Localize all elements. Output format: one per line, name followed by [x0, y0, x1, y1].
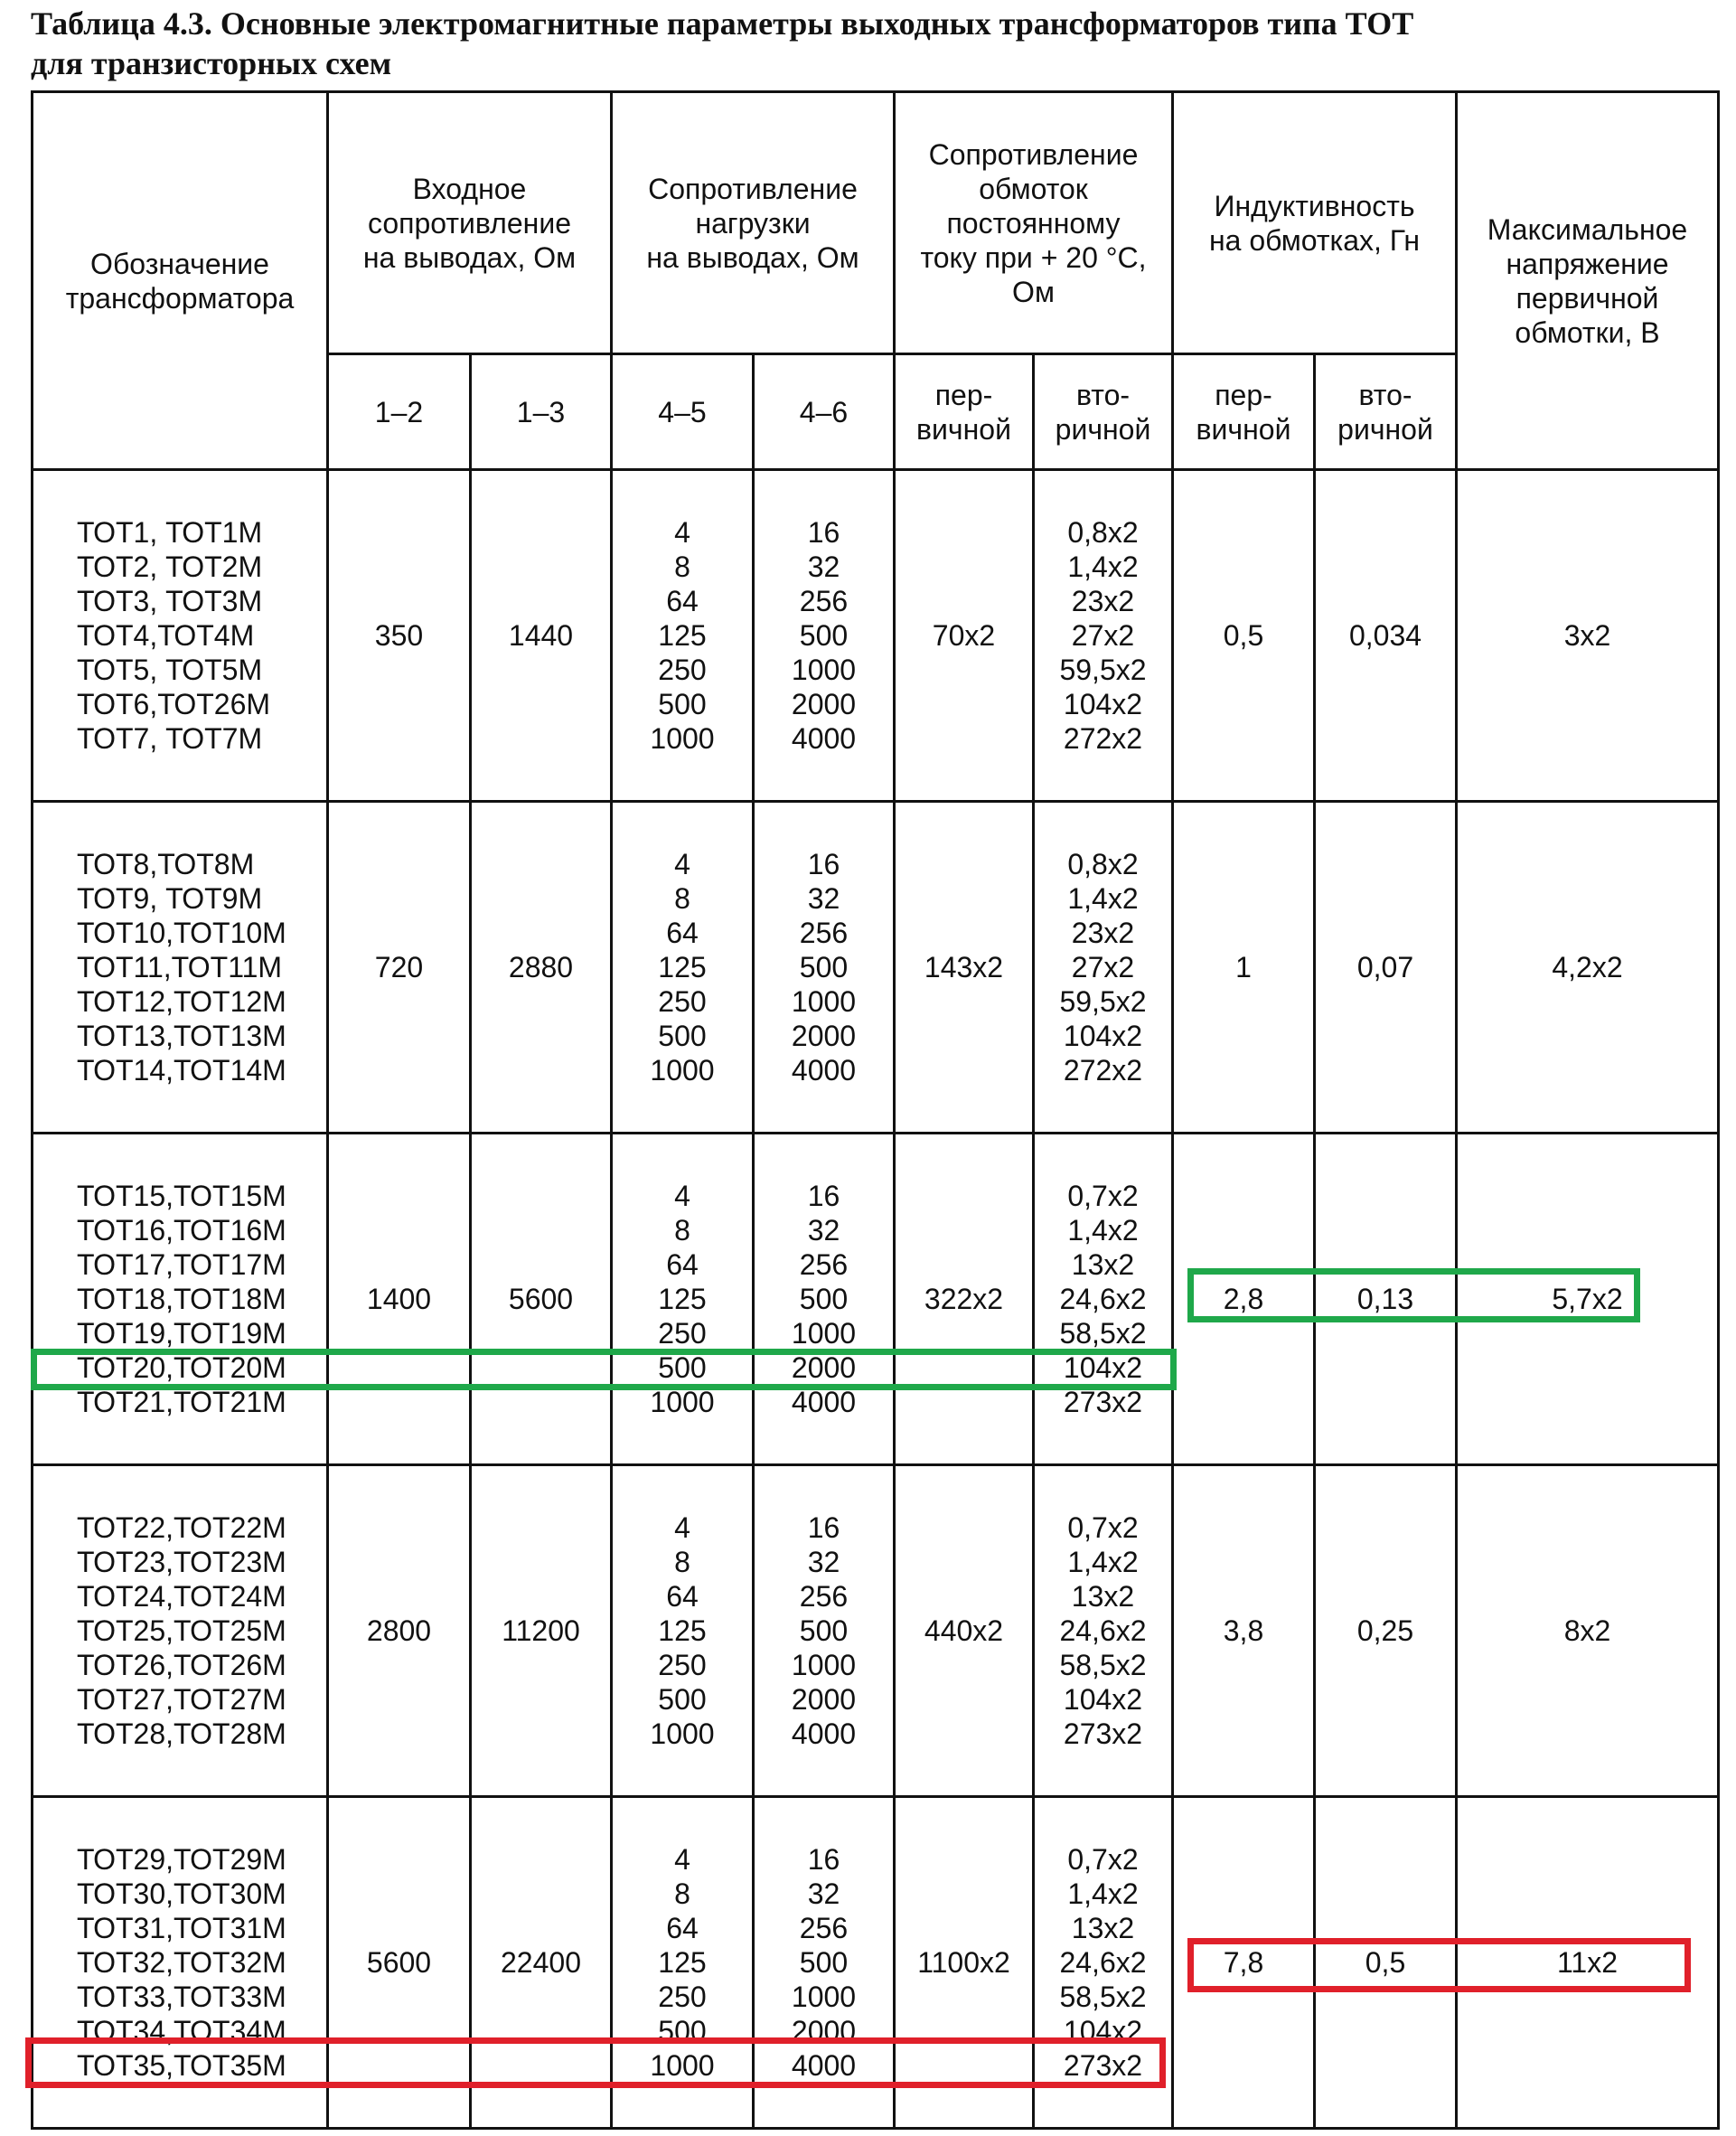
cell-dc-secondary-line: 13x2 [1071, 1580, 1135, 1613]
cell-load-4-5-line: 250 [658, 1649, 707, 1681]
cell-designations-line: ТОТ3, ТОТ3М [77, 585, 263, 617]
cell-input-1-3: 5600 [471, 1134, 612, 1465]
cell-load-4-6-line: 500 [799, 1946, 849, 1979]
cell-dc-secondary-line: 0,7x2 [1067, 1843, 1139, 1876]
cell-designations-line: ТОТ9, ТОТ9М [77, 882, 263, 915]
cell-load-4-6-line: 2000 [791, 1683, 857, 1716]
cell-load-4-6-line: 16 [807, 1511, 840, 1544]
cell-designations-line: ТОТ7, ТОТ7М [77, 722, 263, 755]
cell-dc-secondary [1034, 470, 1173, 802]
cell-load-4-6-line: 16 [807, 1180, 840, 1212]
cell-dc-secondary-line: 104x2 [1063, 1351, 1143, 1384]
cell-load-4-6-line: 16 [807, 516, 840, 549]
cell-dc-secondary-line: 58,5x2 [1059, 1649, 1147, 1681]
cell-dc-secondary-line: 1,4x2 [1067, 550, 1139, 583]
cell-load-4-5-line: 8 [674, 1214, 690, 1247]
cell-load-4-5-line: 250 [658, 985, 707, 1018]
cell-designations-line: ТОТ29,ТОТ29М [77, 1843, 286, 1876]
cell-load-4-6-line: 1000 [791, 1981, 857, 2013]
cell-designations-line: ТОТ22,ТОТ22М [77, 1511, 286, 1544]
cell-dc-secondary-line: 27x2 [1071, 619, 1135, 652]
table-row [33, 470, 1719, 802]
parameters-table [31, 90, 1720, 2130]
cell-load-4-5 [612, 802, 754, 1134]
cell-load-4-6-line: 32 [807, 882, 840, 915]
cell-load-4-6-line: 1000 [791, 654, 857, 686]
cell-load-4-6-line: 32 [807, 1877, 840, 1910]
cell-load-4-5-line: 500 [658, 1020, 707, 1052]
cell-designations-line: ТОТ25,ТОТ25М [77, 1614, 286, 1647]
cell-dc-secondary-line: 104x2 [1063, 688, 1143, 720]
title-line-1: Таблица 4.3. Основные электромагнитные параметры выходных трансформаторов типа ТОТ [31, 5, 1414, 42]
cell-load-4-5-line: 8 [674, 882, 690, 915]
cell-dc-secondary-line: 58,5x2 [1059, 1317, 1147, 1350]
cell-load-4-5-line: 1000 [650, 722, 715, 755]
cell-dc-secondary-line: 272x2 [1063, 1054, 1143, 1087]
cell-dc-secondary-line: 104x2 [1063, 1683, 1143, 1716]
cell-designations [33, 1797, 328, 2129]
subheader-dc-primary: пер- вичной [895, 354, 1034, 470]
subheader-dc-secondary: вто- ричной [1034, 354, 1173, 470]
cell-designations-line: ТОТ4,ТОТ4М [77, 619, 255, 652]
cell-ind-secondary: 0,5 [1315, 1797, 1457, 2129]
cell-designations-line: ТОТ27,ТОТ27М [77, 1683, 286, 1716]
cell-load-4-5-line: 125 [658, 619, 707, 652]
cell-dc-secondary-line: 13x2 [1071, 1912, 1135, 1944]
cell-load-4-5-line: 1000 [650, 1717, 715, 1750]
cell-load-4-5-line: 1000 [650, 1386, 715, 1418]
cell-load-4-6 [754, 1797, 895, 2129]
cell-designations-line: ТОТ8,ТОТ8М [77, 848, 255, 880]
cell-designations-line: ТОТ11,ТОТ11М [77, 951, 283, 983]
cell-load-4-6-line: 1000 [791, 985, 857, 1018]
cell-input-1-2: 2800 [328, 1465, 471, 1797]
cell-load-4-6-line: 32 [807, 1546, 840, 1578]
cell-designations-line: ТОТ10,ТОТ10М [77, 917, 286, 949]
cell-designations-line: ТОТ34,ТОТ34М [77, 2015, 286, 2047]
cell-dc-secondary [1034, 1134, 1173, 1465]
cell-load-4-5-line: 8 [674, 550, 690, 583]
cell-load-4-5-line: 8 [674, 1546, 690, 1578]
header-load-resistance: Сопротивление нагрузки на выводах, Ом [612, 92, 895, 354]
cell-dc-primary: 70x2 [895, 470, 1034, 802]
cell-load-4-6-line: 256 [799, 917, 849, 949]
cell-dc-secondary-line: 273x2 [1063, 1386, 1143, 1418]
subheader-1-2: 1–2 [328, 354, 471, 470]
cell-load-4-5-line: 4 [674, 1180, 690, 1212]
cell-load-4-6-line: 256 [799, 1580, 849, 1613]
cell-designations-line: ТОТ1, ТОТ1М [77, 516, 263, 549]
cell-load-4-6-line: 2000 [791, 1351, 857, 1384]
cell-ind-primary: 0,5 [1173, 470, 1315, 802]
cell-designations-line: ТОТ31,ТОТ31М [77, 1912, 286, 1944]
cell-load-4-5-line: 8 [674, 1877, 690, 1910]
cell-input-1-3: 2880 [471, 802, 612, 1134]
cell-input-1-3: 1440 [471, 470, 612, 802]
cell-load-4-6-line: 2000 [791, 1020, 857, 1052]
cell-load-4-5-line: 250 [658, 1981, 707, 2013]
subheader-4-6: 4–6 [754, 354, 895, 470]
cell-designations-line: ТОТ28,ТОТ28М [77, 1717, 286, 1750]
subheader-1-3: 1–3 [471, 354, 612, 470]
cell-load-4-5-line: 1000 [650, 2049, 715, 2082]
cell-max-voltage: 8x2 [1457, 1465, 1719, 1797]
cell-designations-line: ТОТ21,ТОТ21М [77, 1386, 286, 1418]
cell-dc-secondary-line: 27x2 [1071, 951, 1135, 983]
cell-load-4-6-line: 256 [799, 1248, 849, 1281]
cell-load-4-5-line: 500 [658, 1351, 707, 1384]
header-dc-resistance: Сопротивление обмоток постоянному току при + 20 °С, Ом [895, 92, 1173, 354]
table-row [33, 1465, 1719, 1797]
cell-dc-secondary-line: 1,4x2 [1067, 1546, 1139, 1578]
cell-designations [33, 470, 328, 802]
cell-load-4-6 [754, 1465, 895, 1797]
cell-ind-primary: 2,8 [1173, 1134, 1315, 1465]
cell-load-4-6-line: 500 [799, 1283, 849, 1315]
cell-designations-line: ТОТ19,ТОТ19М [77, 1317, 286, 1350]
subheader-ind-secondary: вто- ричной [1315, 354, 1457, 470]
cell-load-4-5-line: 64 [666, 1580, 699, 1613]
cell-load-4-6 [754, 470, 895, 802]
cell-dc-secondary-line: 23x2 [1071, 917, 1135, 949]
cell-dc-secondary-line: 23x2 [1071, 585, 1135, 617]
header-designation: Обозначение трансформатора [33, 92, 328, 470]
cell-load-4-5 [612, 1797, 754, 2129]
cell-load-4-6-line: 1000 [791, 1649, 857, 1681]
cell-load-4-6-line: 256 [799, 585, 849, 617]
header-inductance: Индуктивность на обмотках, Гн [1173, 92, 1457, 354]
cell-designations [33, 1134, 328, 1465]
cell-load-4-6-line: 16 [807, 1843, 840, 1876]
cell-designations-line: ТОТ12,ТОТ12М [77, 985, 286, 1018]
table-row [33, 802, 1719, 1134]
cell-load-4-6-line: 4000 [791, 2049, 857, 2082]
cell-dc-primary: 440x2 [895, 1465, 1034, 1797]
cell-dc-secondary [1034, 1797, 1173, 2129]
cell-max-voltage: 3x2 [1457, 470, 1719, 802]
cell-designations [33, 802, 328, 1134]
cell-dc-secondary-line: 24,6x2 [1059, 1614, 1147, 1647]
cell-designations-line: ТОТ30,ТОТ30М [77, 1877, 286, 1910]
cell-load-4-5 [612, 1134, 754, 1465]
cell-designations-line: ТОТ13,ТОТ13М [77, 1020, 286, 1052]
cell-dc-secondary-line: 1,4x2 [1067, 882, 1139, 915]
header-input-resistance: Входное сопротивление на выводах, Ом [328, 92, 612, 354]
cell-load-4-5-line: 125 [658, 1946, 707, 1979]
cell-load-4-6-line: 1000 [791, 1317, 857, 1350]
subheader-4-5: 4–5 [612, 354, 754, 470]
cell-designations-line: ТОТ32,ТОТ32М [77, 1946, 286, 1979]
document-title [31, 4, 1730, 83]
cell-designations-line: ТОТ23,ТОТ23М [77, 1546, 286, 1578]
cell-designations-line: ТОТ5, ТОТ5М [77, 654, 263, 686]
cell-dc-secondary-line: 0,7x2 [1067, 1511, 1139, 1544]
cell-dc-secondary [1034, 802, 1173, 1134]
cell-load-4-6-line: 4000 [791, 722, 857, 755]
cell-input-1-3: 11200 [471, 1465, 612, 1797]
cell-load-4-5-line: 64 [666, 1912, 699, 1944]
cell-load-4-6-line: 32 [807, 1214, 840, 1247]
table-row [33, 1134, 1719, 1465]
cell-load-4-5-line: 4 [674, 1511, 690, 1544]
cell-designations [33, 1465, 328, 1797]
cell-dc-primary: 1100x2 [895, 1797, 1034, 2129]
cell-dc-secondary-line: 0,8x2 [1067, 848, 1139, 880]
cell-load-4-6-line: 256 [799, 1912, 849, 1944]
subheader-ind-primary: пер- вичной [1173, 354, 1315, 470]
cell-dc-secondary-line: 1,4x2 [1067, 1877, 1139, 1910]
title-line-2: для транзисторных схем [31, 45, 392, 81]
cell-designations-line: ТОТ20,ТОТ20М [77, 1351, 286, 1384]
cell-designations-line: ТОТ15,ТОТ15М [77, 1180, 286, 1212]
cell-load-4-5-line: 125 [658, 1614, 707, 1647]
cell-input-1-2: 350 [328, 470, 471, 802]
cell-dc-secondary-line: 24,6x2 [1059, 1946, 1147, 1979]
cell-load-4-5-line: 500 [658, 688, 707, 720]
cell-load-4-5 [612, 1465, 754, 1797]
cell-input-1-3: 22400 [471, 1797, 612, 2129]
cell-designations-line: ТОТ17,ТОТ17М [77, 1248, 286, 1281]
cell-load-4-6 [754, 802, 895, 1134]
cell-load-4-6-line: 500 [799, 619, 849, 652]
cell-load-4-5-line: 250 [658, 1317, 707, 1350]
cell-dc-secondary-line: 0,8x2 [1067, 516, 1139, 549]
cell-load-4-5-line: 4 [674, 1843, 690, 1876]
cell-ind-secondary: 0,034 [1315, 470, 1457, 802]
cell-dc-secondary-line: 59,5x2 [1059, 654, 1147, 686]
cell-ind-secondary: 0,25 [1315, 1465, 1457, 1797]
cell-designations-line: ТОТ2, ТОТ2М [77, 550, 263, 583]
cell-max-voltage: 5,7x2 [1457, 1134, 1719, 1465]
cell-ind-primary: 7,8 [1173, 1797, 1315, 2129]
cell-load-4-5-line: 64 [666, 585, 699, 617]
cell-dc-secondary-line: 272x2 [1063, 722, 1143, 755]
cell-load-4-6-line: 4000 [791, 1717, 857, 1750]
cell-designations-line: ТОТ6,ТОТ26М [77, 688, 271, 720]
cell-ind-primary: 3,8 [1173, 1465, 1315, 1797]
cell-input-1-2: 1400 [328, 1134, 471, 1465]
cell-dc-secondary-line: 59,5x2 [1059, 985, 1147, 1018]
cell-max-voltage: 11x2 [1457, 1797, 1719, 2129]
cell-designations-line: ТОТ18,ТОТ18М [77, 1283, 286, 1315]
cell-load-4-5-line: 64 [666, 917, 699, 949]
cell-dc-secondary-line: 104x2 [1063, 2015, 1143, 2047]
cell-dc-primary: 143x2 [895, 802, 1034, 1134]
header-max-voltage: Максимальное напряжение первичной обмотки, В [1457, 92, 1719, 470]
cell-dc-secondary-line: 58,5x2 [1059, 1981, 1147, 2013]
cell-dc-secondary-line: 1,4x2 [1067, 1214, 1139, 1247]
cell-load-4-5-line: 4 [674, 516, 690, 549]
cell-load-4-6-line: 500 [799, 951, 849, 983]
table-row [33, 1797, 1719, 2129]
cell-ind-primary: 1 [1173, 802, 1315, 1134]
cell-load-4-6-line: 2000 [791, 2015, 857, 2047]
cell-load-4-5-line: 125 [658, 951, 707, 983]
cell-dc-secondary-line: 104x2 [1063, 1020, 1143, 1052]
cell-designations-line: ТОТ26,ТОТ26М [77, 1649, 286, 1681]
cell-load-4-5-line: 64 [666, 1248, 699, 1281]
cell-dc-secondary-line: 273x2 [1063, 2049, 1143, 2082]
cell-load-4-5-line: 500 [658, 2015, 707, 2047]
cell-designations-line: ТОТ14,ТОТ14М [77, 1054, 286, 1087]
cell-designations-line: ТОТ33,ТОТ33М [77, 1981, 286, 2013]
cell-load-4-6-line: 32 [807, 550, 840, 583]
cell-dc-secondary-line: 0,7x2 [1067, 1180, 1139, 1212]
cell-load-4-5 [612, 470, 754, 802]
cell-designations-line: ТОТ16,ТОТ16М [77, 1214, 286, 1247]
cell-load-4-5-line: 250 [658, 654, 707, 686]
cell-load-4-6-line: 4000 [791, 1386, 857, 1418]
cell-load-4-6-line: 4000 [791, 1054, 857, 1087]
cell-designations-line: ТОТ24,ТОТ24М [77, 1580, 286, 1613]
cell-designations-line: ТОТ35,ТОТ35М [77, 2049, 286, 2082]
cell-dc-secondary [1034, 1465, 1173, 1797]
cell-dc-primary: 322x2 [895, 1134, 1034, 1465]
cell-dc-secondary-line: 24,6x2 [1059, 1283, 1147, 1315]
cell-ind-secondary: 0,07 [1315, 802, 1457, 1134]
cell-max-voltage: 4,2x2 [1457, 802, 1719, 1134]
cell-load-4-5-line: 500 [658, 1683, 707, 1716]
cell-dc-secondary-line: 273x2 [1063, 1717, 1143, 1750]
cell-input-1-2: 720 [328, 802, 471, 1134]
cell-load-4-6-line: 500 [799, 1614, 849, 1647]
cell-load-4-5-line: 1000 [650, 1054, 715, 1087]
cell-ind-secondary: 0,13 [1315, 1134, 1457, 1465]
cell-load-4-6-line: 16 [807, 848, 840, 880]
cell-load-4-6 [754, 1134, 895, 1465]
cell-input-1-2: 5600 [328, 1797, 471, 2129]
cell-dc-secondary-line: 13x2 [1071, 1248, 1135, 1281]
cell-load-4-6-line: 2000 [791, 688, 857, 720]
cell-load-4-5-line: 4 [674, 848, 690, 880]
cell-load-4-5-line: 125 [658, 1283, 707, 1315]
